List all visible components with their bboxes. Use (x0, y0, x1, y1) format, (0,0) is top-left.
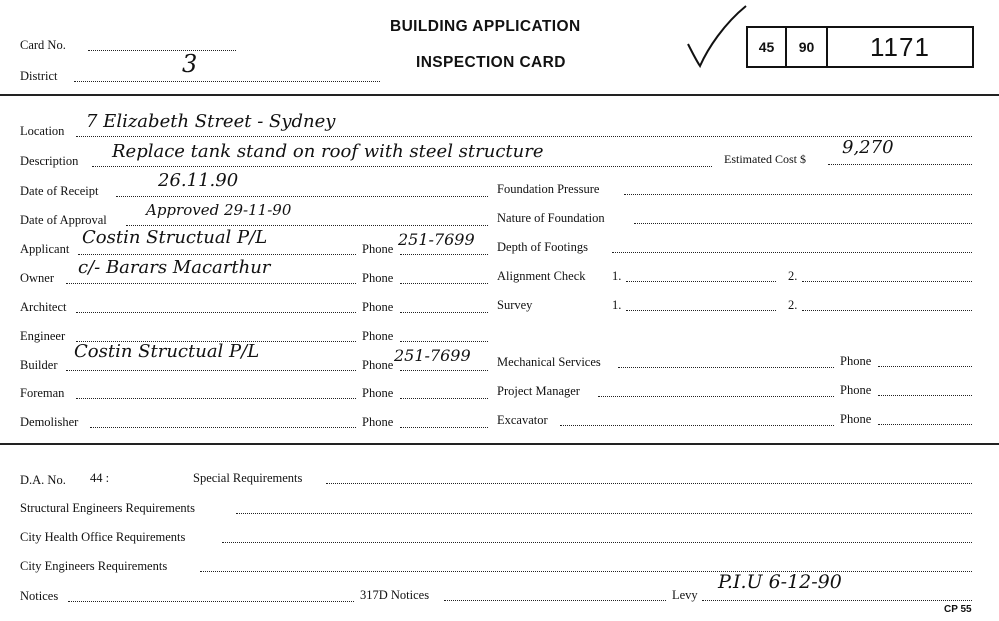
estimated-cost-value: 9,270 (842, 137, 894, 158)
builder-field[interactable] (66, 370, 356, 371)
checkmark-icon (684, 2, 750, 72)
structural-requirements-field[interactable] (236, 513, 972, 514)
special-requirements-label: Special Requirements (193, 471, 303, 485)
nature-foundation-field[interactable] (634, 223, 972, 224)
location-value: 7 Elizabeth Street - Sydney (86, 111, 336, 132)
alignment-2-field[interactable] (802, 281, 972, 282)
divider-bottom (0, 443, 999, 445)
estimated-cost-field[interactable] (828, 164, 972, 165)
excavator-phone-label: Phone (840, 412, 872, 426)
levy-label: Levy (672, 588, 698, 602)
estimated-cost-label: Estimated Cost $ (724, 152, 806, 166)
date-approval-label: Date of Approval (20, 213, 107, 227)
card-no-label: Card No. (20, 38, 66, 52)
description-field[interactable] (92, 166, 712, 167)
date-receipt-value: 26.11.90 (158, 170, 239, 191)
foreman-label: Foreman (20, 386, 65, 400)
health-requirements-label: City Health Office Requirements (20, 530, 186, 544)
survey-2-label: 2. (788, 298, 798, 312)
architect-label: Architect (20, 300, 67, 314)
owner-value: c/- Barars Macarthur (78, 257, 271, 278)
city-engineers-field[interactable] (200, 571, 972, 572)
architect-phone-field[interactable] (400, 312, 488, 313)
alignment-check-label: Alignment Check (497, 269, 586, 283)
survey-1-label: 1. (612, 298, 622, 312)
ref-box-3: 1171 (826, 26, 974, 68)
ref-box-1: 45 (746, 26, 787, 68)
applicant-field[interactable] (78, 254, 356, 255)
foundation-pressure-field[interactable] (624, 194, 972, 195)
date-receipt-label: Date of Receipt (20, 184, 99, 198)
health-requirements-field[interactable] (222, 542, 972, 543)
engineer-phone-field[interactable] (400, 341, 488, 342)
project-manager-phone-label: Phone (840, 383, 872, 397)
ref-box-2: 90 (785, 26, 828, 68)
levy-value: P.I.U 6-12-90 (718, 571, 842, 593)
da-no-value: 44 : (90, 471, 110, 485)
demolisher-field[interactable] (90, 427, 356, 428)
da-no-label: D.A. No. (20, 473, 66, 487)
owner-phone-field[interactable] (400, 283, 488, 284)
excavator-phone-field[interactable] (878, 424, 972, 425)
architect-field[interactable] (76, 312, 356, 313)
alignment-1-label: 1. (612, 269, 622, 283)
card-no-field[interactable] (88, 50, 236, 51)
mechanical-label: Mechanical Services (497, 355, 601, 369)
title-line1: BUILDING APPLICATION (390, 18, 581, 35)
district-field[interactable] (74, 81, 380, 82)
date-approval-field[interactable] (126, 225, 488, 226)
demolisher-phone-field[interactable] (400, 427, 488, 428)
excavator-field[interactable] (560, 425, 834, 426)
alignment-2-label: 2. (788, 269, 798, 283)
excavator-label: Excavator (497, 413, 548, 427)
mechanical-field[interactable] (618, 367, 834, 368)
title-line2: INSPECTION CARD (416, 54, 566, 71)
location-field[interactable] (76, 136, 972, 137)
notices-317d-label: 317D Notices (360, 588, 430, 602)
owner-field[interactable] (66, 283, 356, 284)
description-label: Description (20, 154, 79, 168)
depth-footings-field[interactable] (612, 252, 972, 253)
date-approval-value: Approved 29-11-90 (146, 201, 292, 219)
project-manager-phone-field[interactable] (878, 395, 972, 396)
demolisher-label: Demolisher (20, 415, 79, 429)
engineer-label: Engineer (20, 329, 66, 343)
engineer-phone-label: Phone (362, 329, 394, 343)
project-manager-field[interactable] (598, 396, 834, 397)
description-value: Replace tank stand on roof with steel structure (112, 141, 544, 162)
foundation-pressure-label: Foundation Pressure (497, 182, 600, 196)
form-code: CP 55 (944, 604, 972, 615)
foreman-phone-label: Phone (362, 386, 394, 400)
district-value: 3 (182, 50, 198, 78)
applicant-label: Applicant (20, 242, 70, 256)
survey-2-field[interactable] (802, 310, 972, 311)
mechanical-phone-field[interactable] (878, 366, 972, 367)
date-receipt-field[interactable] (116, 196, 488, 197)
notices-317d-field[interactable] (444, 600, 666, 601)
demolisher-phone-label: Phone (362, 415, 394, 429)
nature-foundation-label: Nature of Foundation (497, 211, 605, 225)
notices-label: Notices (20, 589, 59, 603)
divider-top (0, 94, 999, 96)
survey-label: Survey (497, 298, 533, 312)
survey-1-field[interactable] (626, 310, 776, 311)
city-engineers-label: City Engineers Requirements (20, 559, 168, 573)
foreman-phone-field[interactable] (400, 398, 488, 399)
mechanical-phone-label: Phone (840, 354, 872, 368)
alignment-1-field[interactable] (626, 281, 776, 282)
builder-phone-field[interactable] (400, 370, 488, 371)
project-manager-label: Project Manager (497, 384, 580, 398)
builder-phone-value: 251-7699 (394, 346, 471, 365)
notices-field[interactable] (68, 601, 354, 602)
location-label: Location (20, 124, 65, 138)
owner-label: Owner (20, 271, 55, 285)
structural-requirements-label: Structural Engineers Requirements (20, 501, 195, 515)
owner-phone-label: Phone (362, 271, 394, 285)
architect-phone-label: Phone (362, 300, 394, 314)
district-label: District (20, 69, 58, 83)
builder-label: Builder (20, 358, 58, 372)
builder-value: Costin Structual P/L (74, 341, 260, 362)
builder-phone-label: Phone (362, 358, 394, 372)
depth-footings-label: Depth of Footings (497, 240, 588, 254)
applicant-phone-field[interactable] (400, 254, 488, 255)
applicant-phone-label: Phone (362, 242, 394, 256)
foreman-field[interactable] (76, 398, 356, 399)
applicant-value: Costin Structual P/L (82, 227, 268, 248)
levy-field[interactable] (702, 600, 972, 601)
special-requirements-field[interactable] (326, 483, 972, 484)
applicant-phone-value: 251-7699 (398, 230, 475, 249)
